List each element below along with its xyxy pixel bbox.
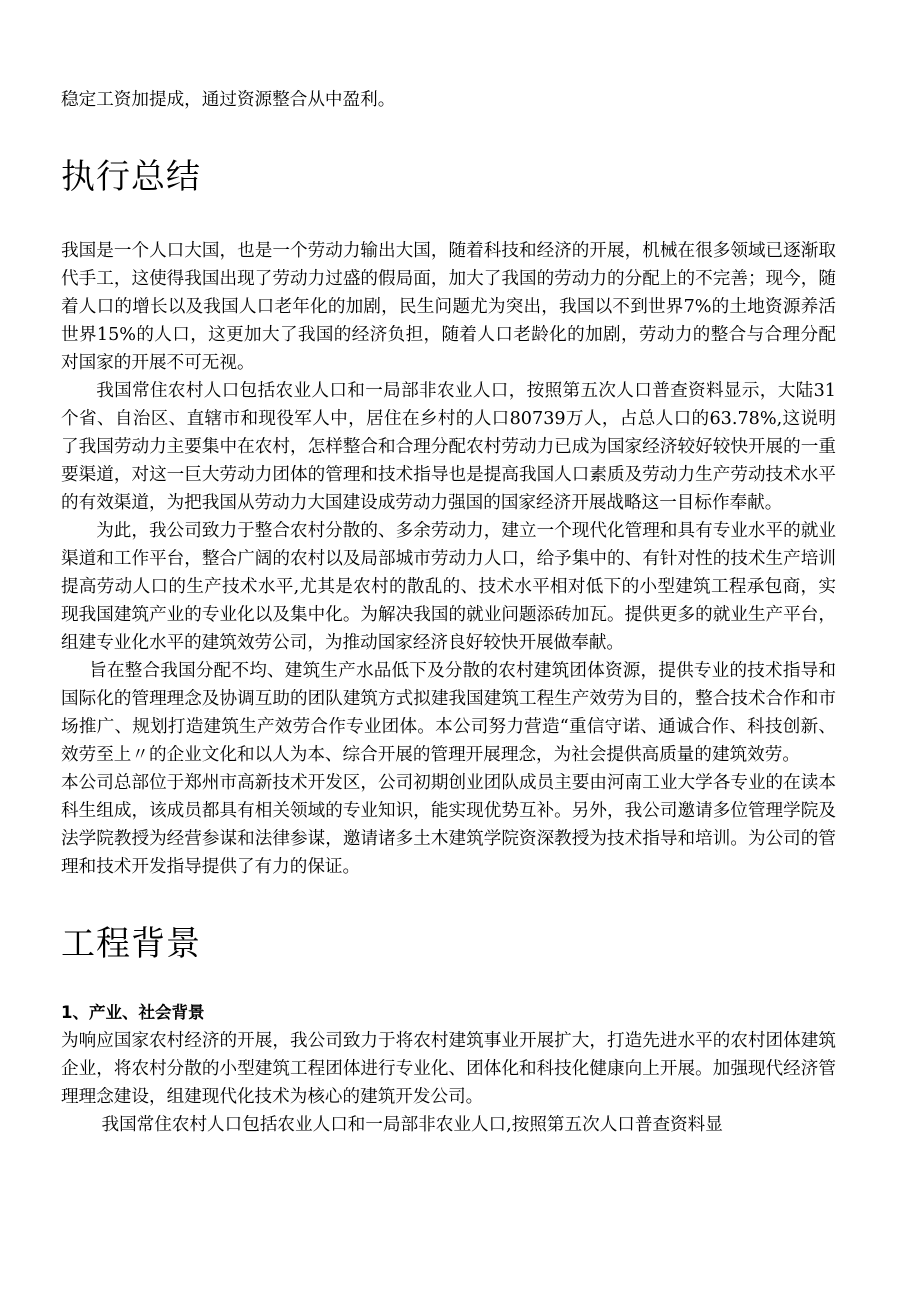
subsection-title-industry-social: 1、产业、社会背景 [61, 1003, 205, 1022]
summary-paragraph-5: 本公司总部位于郑州市高新技术开发区，公司初期创业团队成员主要由河南工业大学各专业的在读本科生组成，该成员都具有相关领域的专业知识，能实现优势互补。另外，我公司邀请多位管理学院及法学院教授为经营参谋和法律参谋，邀请诸多土木建筑学院资深教授为技术指导和培训。为公司的管理和技术开发指导提供了有力的保证。 [61, 773, 836, 877]
summary-paragraph-4: 旨在整合我国分配不均、建筑生产水品低下及分散的农村建筑团体资源，提供专业的技术指导和国际化的管理理念及协调互助的团队建筑方式拟建我国建筑工程生产效劳为目的，整合技术合作和市场推广、规划打造建筑生产效劳合作专业团体。本公司努力营造“重信守诺、通诚合作、科技创新、效劳至上〃的企业文化和以人为本、综合开展的管理开展理念，为社会提供高质量的建筑效劳。 [61, 661, 836, 765]
summary-paragraph-2: 我国常住农村人口包括农业人口和一局部非农业人口，按照第五次人口普查资料显示，大陆31个省、自治区、直辖市和现役军人中，居住在乡村的人口80739万人，占总人口的63.78%,这说明了我国劳动力主要集中在农村，怎样整合和合理分配农村劳动力已成为国家经济较好较快开展的一重要渠道，对这一巨大劳动力团体的管理和技术指导也是提高我国人口素质及劳动力生产劳动技术水平的有效渠道，为把我国从劳动力大国建设成劳动力强国的国家经济开展战略这一目标作奉献。 [61, 381, 836, 513]
background-paragraph-1: 为响应国家农村经济的开展，我公司致力于将农村建筑事业开展扩大，打造先进水平的农村团体建筑企业，将农村分散的小型建筑工程团体进行专业化、团体化和科技化健康向上开展。加强现代经济管理理念建设，组建现代化技术为核心的建筑开发公司。 [61, 1031, 836, 1107]
document-page [61, 86, 836, 1139]
background-paragraph-2: 我国常住农村人口包括农业人口和一局部非农业人口,按照第五次人口普查资料显 [101, 1115, 723, 1135]
section-title-executive-summary: 执行总结 [61, 157, 201, 197]
summary-paragraph-3: 为此，我公司致力于整合农村分散的、多余劳动力，建立一个现代化管理和具有专业水平的就业渠道和工作平台，整合广阔的农村以及局部城市劳动力人口，给予集中的、有针对性的技术生产培训提高劳动人口的生产技术水平,尤其是农村的散乱的、技术水平相对低下的小型建筑工程承包商，实现我国建筑产业的专业化以及集中化。为解决我国的就业问题添砖加瓦。提供更多的就业生产平台，组建专业化水平的建筑效劳公司，为推动国家经济良好较快开展做奉献。 [61, 521, 836, 653]
section-title-project-background: 工程背景 [61, 924, 201, 964]
intro-fragment: 稳定工资加提成，通过资源整合从中盈利。 [61, 90, 396, 110]
summary-paragraph-1: 我国是一个人口大国，也是一个劳动力输出大国，随着科技和经济的开展，机械在很多领域已逐渐取代手工，这使得我国出现了劳动力过盛的假局面，加大了我国的劳动力的分配上的不完善；现今，随着人口的增长以及我国人口老年化的加剧，民生问题尤为突出，我国以不到世界7%的土地资源养活世界15%的人口，这更加大了我国的经济负担，随着人口老龄化的加剧，劳动力的整合与合理分配对国家的开展不可无视。 [61, 241, 836, 373]
